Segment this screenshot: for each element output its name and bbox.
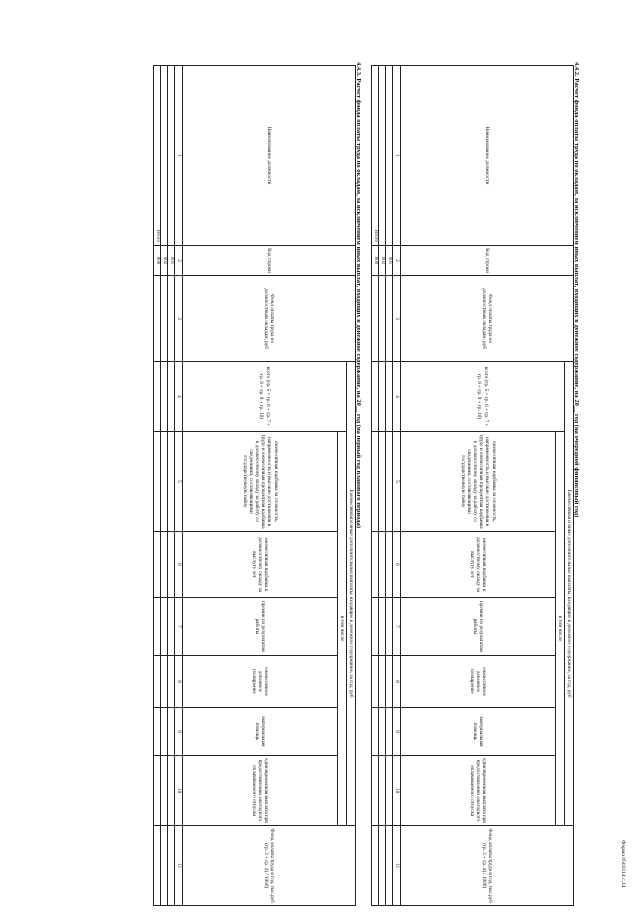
cell-value[interactable] <box>379 276 386 362</box>
cell-value[interactable] <box>168 826 175 906</box>
cell-value[interactable] <box>379 432 386 532</box>
cell-value[interactable] <box>372 826 379 906</box>
table-row <box>168 66 175 906</box>
cell-value[interactable] <box>161 532 168 598</box>
table-row <box>379 66 386 906</box>
column-number: 10 <box>393 756 401 826</box>
cell-value[interactable] <box>379 598 386 656</box>
total-row <box>154 66 161 906</box>
section-title-442: 4.4.2. Расчет фонда оплаты труда по окладам, за исключением иных выплат, входящих в денежное содержание, на 20__ год (на очередной финансовый год) <box>573 62 580 518</box>
cell-value[interactable] <box>372 532 379 598</box>
cell-value[interactable] <box>372 432 379 532</box>
column-number: 6 <box>175 532 183 598</box>
cell-name[interactable] <box>168 66 175 246</box>
cell-value[interactable] <box>386 276 393 362</box>
header-c9: материальная помощь <box>401 708 556 756</box>
header-c10: единовременная выплата при предоставлении ежегодного оплачиваемого отпуска <box>183 756 338 826</box>
cell-value[interactable] <box>386 432 393 532</box>
table-row <box>386 66 393 906</box>
header-c11: Фонд оплаты труда в год, тыс.руб (гр. 3 + гр. 4) / 1000) <box>401 826 574 906</box>
header-c8: ежемесячное денежное поощрение <box>183 656 338 708</box>
form-code: Форма 0503114 с.14 <box>620 840 626 888</box>
header-c5: ежемесячная надбавка за сложность, напряженность и высокие достижения в труде и ежемесячная процентная надбавка к должностному окладу за работу со сведениями, составляющими государственную тайну <box>401 432 556 532</box>
cell-value[interactable] <box>154 276 161 362</box>
header-c7: премии по результатам работы <box>401 598 556 656</box>
column-number: 11 <box>175 826 183 906</box>
cell-value[interactable] <box>372 708 379 756</box>
total-label: Итого <box>154 66 161 246</box>
column-number: 9 <box>175 708 183 756</box>
column-number: 7 <box>175 598 183 656</box>
column-number: 2 <box>175 246 183 276</box>
table-442 <box>371 65 574 906</box>
cell-value[interactable] <box>161 656 168 708</box>
cell-value[interactable] <box>386 708 393 756</box>
column-number: 6 <box>393 532 401 598</box>
column-number: 4 <box>175 362 183 432</box>
cell-value[interactable] <box>168 756 175 826</box>
cell-value[interactable] <box>379 756 386 826</box>
cell-value[interactable] <box>379 826 386 906</box>
column-number: 3 <box>175 276 183 362</box>
cell-value[interactable] <box>168 276 175 362</box>
total-row <box>372 66 379 906</box>
column-number: 9 <box>393 708 401 756</box>
cell-value[interactable] <box>379 532 386 598</box>
header-code: Код строки <box>183 246 356 276</box>
cell-value[interactable] <box>168 598 175 656</box>
cell-code: 001 <box>168 246 175 276</box>
column-number: 2 <box>393 246 401 276</box>
cell-value[interactable] <box>161 276 168 362</box>
column-number: 1 <box>393 66 401 246</box>
table-row <box>161 66 168 906</box>
cell-name[interactable] <box>386 66 393 246</box>
header-fund: Фонд оплаты труда по должностным окладам, руб <box>183 276 356 362</box>
cell-code: 002 <box>379 246 386 276</box>
header-code: Код строки <box>401 246 574 276</box>
cell-value[interactable] <box>161 708 168 756</box>
header-c10: единовременная выплата при предоставлении ежегодного оплачиваемого отпуска <box>401 756 556 826</box>
cell-name[interactable] <box>379 66 386 246</box>
column-number: 7 <box>393 598 401 656</box>
cell-value[interactable] <box>154 598 161 656</box>
cell-value[interactable] <box>168 708 175 756</box>
cell-value[interactable] <box>379 656 386 708</box>
cell-value[interactable] <box>154 656 161 708</box>
header-total: всего (гр. 5 = гр. 6 + гр. 7 + гр. 8 + гр. 9 + гр. 10) <box>183 362 347 432</box>
header-c7: премии по результатам работы <box>183 598 338 656</box>
header-including: в том числе <box>338 432 347 826</box>
cell-value[interactable] <box>161 362 168 432</box>
cell-value[interactable] <box>386 756 393 826</box>
cell-value[interactable] <box>386 532 393 598</box>
column-number: 4 <box>393 362 401 432</box>
cell-value[interactable] <box>154 756 161 826</box>
cell-value[interactable] <box>154 708 161 756</box>
column-number: 3 <box>393 276 401 362</box>
cell-value[interactable] <box>372 756 379 826</box>
cell-value[interactable] <box>161 756 168 826</box>
header-name: Наименование должности <box>401 66 574 246</box>
cell-value[interactable] <box>372 656 379 708</box>
header-total: всего (гр. 5 + гр. 6 + гр. 7 + гр. 8 + гр. 9 + гр. 10) <box>401 362 565 432</box>
total-code: 900 <box>372 246 379 276</box>
header-fund: Фонд оплаты труда по должностным окладам, руб <box>401 276 574 362</box>
section-title-443: 4.4.3. Расчет фонда оплаты труда по окладам, за исключением иных выплат, входящих в денежное содержание, на 20__ год (на первый год планового периода) <box>355 62 362 529</box>
column-number: 11 <box>393 826 401 906</box>
header-c8: ежемесячное денежное поощрение <box>401 656 556 708</box>
column-number: 10 <box>175 756 183 826</box>
cell-value[interactable] <box>386 656 393 708</box>
cell-value[interactable] <box>168 532 175 598</box>
cell-value[interactable] <box>372 276 379 362</box>
cell-value[interactable] <box>161 598 168 656</box>
cell-value[interactable] <box>379 362 386 432</box>
header-c5: ежемесячная надбавка за сложность, напряженность и высокие достижения в труде и ежемесячная процентная надбавка к должностному окладу за работу со сведениями, составляющими государственную тайну <box>183 432 338 532</box>
column-number: 5 <box>393 432 401 532</box>
cell-name[interactable] <box>161 66 168 246</box>
cell-value[interactable] <box>386 598 393 656</box>
column-number: 5 <box>175 432 183 532</box>
cell-value[interactable] <box>168 432 175 532</box>
cell-value[interactable] <box>372 598 379 656</box>
column-number: 8 <box>393 656 401 708</box>
total-label: Итого <box>372 66 379 246</box>
cell-value[interactable] <box>386 362 393 432</box>
cell-value[interactable] <box>154 826 161 906</box>
cell-value[interactable] <box>168 362 175 432</box>
header-including: в том числе <box>556 432 565 826</box>
header-c9: материальная помощь <box>183 708 338 756</box>
column-number: 8 <box>175 656 183 708</box>
cell-value[interactable] <box>372 362 379 432</box>
cell-value[interactable] <box>168 656 175 708</box>
cell-value[interactable] <box>161 432 168 532</box>
cell-value[interactable] <box>379 708 386 756</box>
cell-code: 001 <box>386 246 393 276</box>
header-c6: ежемесячная надбавка к должностному окладу за выслугу лет <box>401 532 556 598</box>
cell-value[interactable] <box>154 532 161 598</box>
cell-value[interactable] <box>154 362 161 432</box>
header-group: Ежемесячная и иные дополнительные выплаты, входящие в денежное содержание, за год, руб <box>565 362 574 826</box>
header-group: Ежемесячная и иные дополнительные выплаты, входящие в денежное содержание, за год, руб <box>347 362 356 826</box>
cell-value[interactable] <box>161 826 168 906</box>
cell-value[interactable] <box>386 826 393 906</box>
header-c11: Фонд оплаты труда в год, тыс.руб (гр. 3 + гр. 4) / 1000) <box>183 826 356 906</box>
cell-code: 002 <box>161 246 168 276</box>
column-number: 1 <box>175 66 183 246</box>
header-name: Наименование должности <box>183 66 356 246</box>
cell-value[interactable] <box>154 432 161 532</box>
header-c6: ежемесячная надбавка к должностному окладу за выслугу лет <box>183 532 338 598</box>
total-code: 900 <box>154 246 161 276</box>
table-443 <box>153 65 356 906</box>
